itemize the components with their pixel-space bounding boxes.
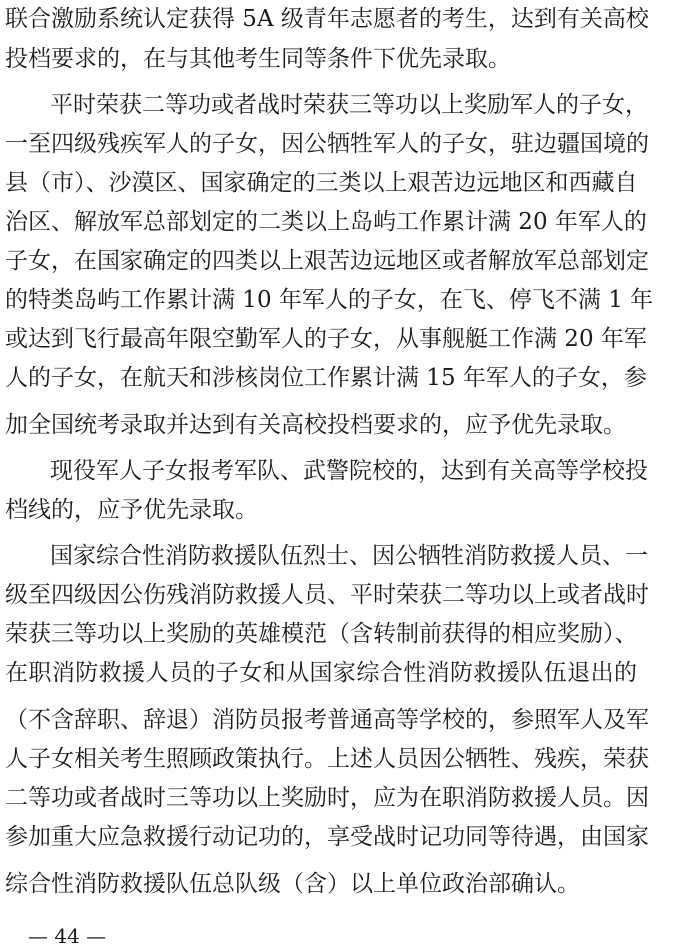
text-line: 人子女相关考生照顾政策执行。上述人员因公牺牲、残疾，荣获	[5, 746, 649, 772]
text-line: 档线的，应予优先录取。	[5, 497, 258, 523]
text-line: 在职消防救援人员的子女和从国家综合性消防救援队伍退出的	[5, 660, 637, 686]
text-line: 投档要求的，在与其他考生同等条件下优先录取。	[5, 46, 511, 72]
text-line: 参加重大应急救援行动记功的，享受战时记功同等待遇，由国家	[5, 824, 649, 850]
text-line: 联合激励系统认定获得 5A 级青年志愿者的考生，达到有关高校	[5, 6, 649, 32]
paragraph-first-line: 现役军人子女报考军队、武警院校的，达到有关高等学校投	[50, 458, 648, 484]
text-line: 或达到飞行最高年限空勤军人的子女，从事舰艇工作满 20 年军	[5, 326, 647, 352]
text-line: 子女，在国家确定的四类以上艰苦边远地区或者解放军总部划定	[5, 248, 649, 274]
text-line: 二等功或者战时三等功以上奖励时，应为在职消防救援人员。因	[5, 785, 649, 811]
page-number: — 44 —	[28, 924, 107, 948]
text-line: 人的子女，在航天和涉核岗位工作累计满 15 年军人的子女，参	[5, 365, 647, 391]
text-line: 的特类岛屿工作累计满 10 年军人的子女，在飞、停飞不满 1 年	[5, 287, 654, 313]
text-line: 加全国统考录取并达到有关高校投档要求的，应予优先录取。	[5, 412, 626, 438]
text-line: 县（市）、沙漠区、国家确定的三类以上艰苦边远地区和西藏自	[5, 170, 638, 196]
text-line: 综合性消防救援队伍总队级（含）以上单位政治部确认。	[5, 871, 580, 897]
paragraph-first-line: 平时荣获二等功或者战时荣获三等功以上奖励军人的子女，	[50, 92, 648, 118]
text-line: 荣获三等功以上奖励的英雄模范（含转制前获得的相应奖励）、	[5, 621, 638, 647]
text-line: （不含辞职、辞退）消防员报考普通高等学校的，参照军人及军	[5, 707, 649, 733]
text-line: 一至四级残疾军人的子女，因公牺牲军人的子女，驻边疆国境的	[5, 131, 649, 157]
text-line: 治区、解放军总部划定的二类以上岛屿工作累计满 20 年军人的	[5, 209, 647, 235]
text-line: 级至四级因公伤残消防救援人员、平时荣获二等功以上或者战时	[5, 582, 649, 608]
paragraph-first-line: 国家综合性消防救援队伍烈士、因公牺牲消防救援人员、一	[50, 543, 648, 569]
